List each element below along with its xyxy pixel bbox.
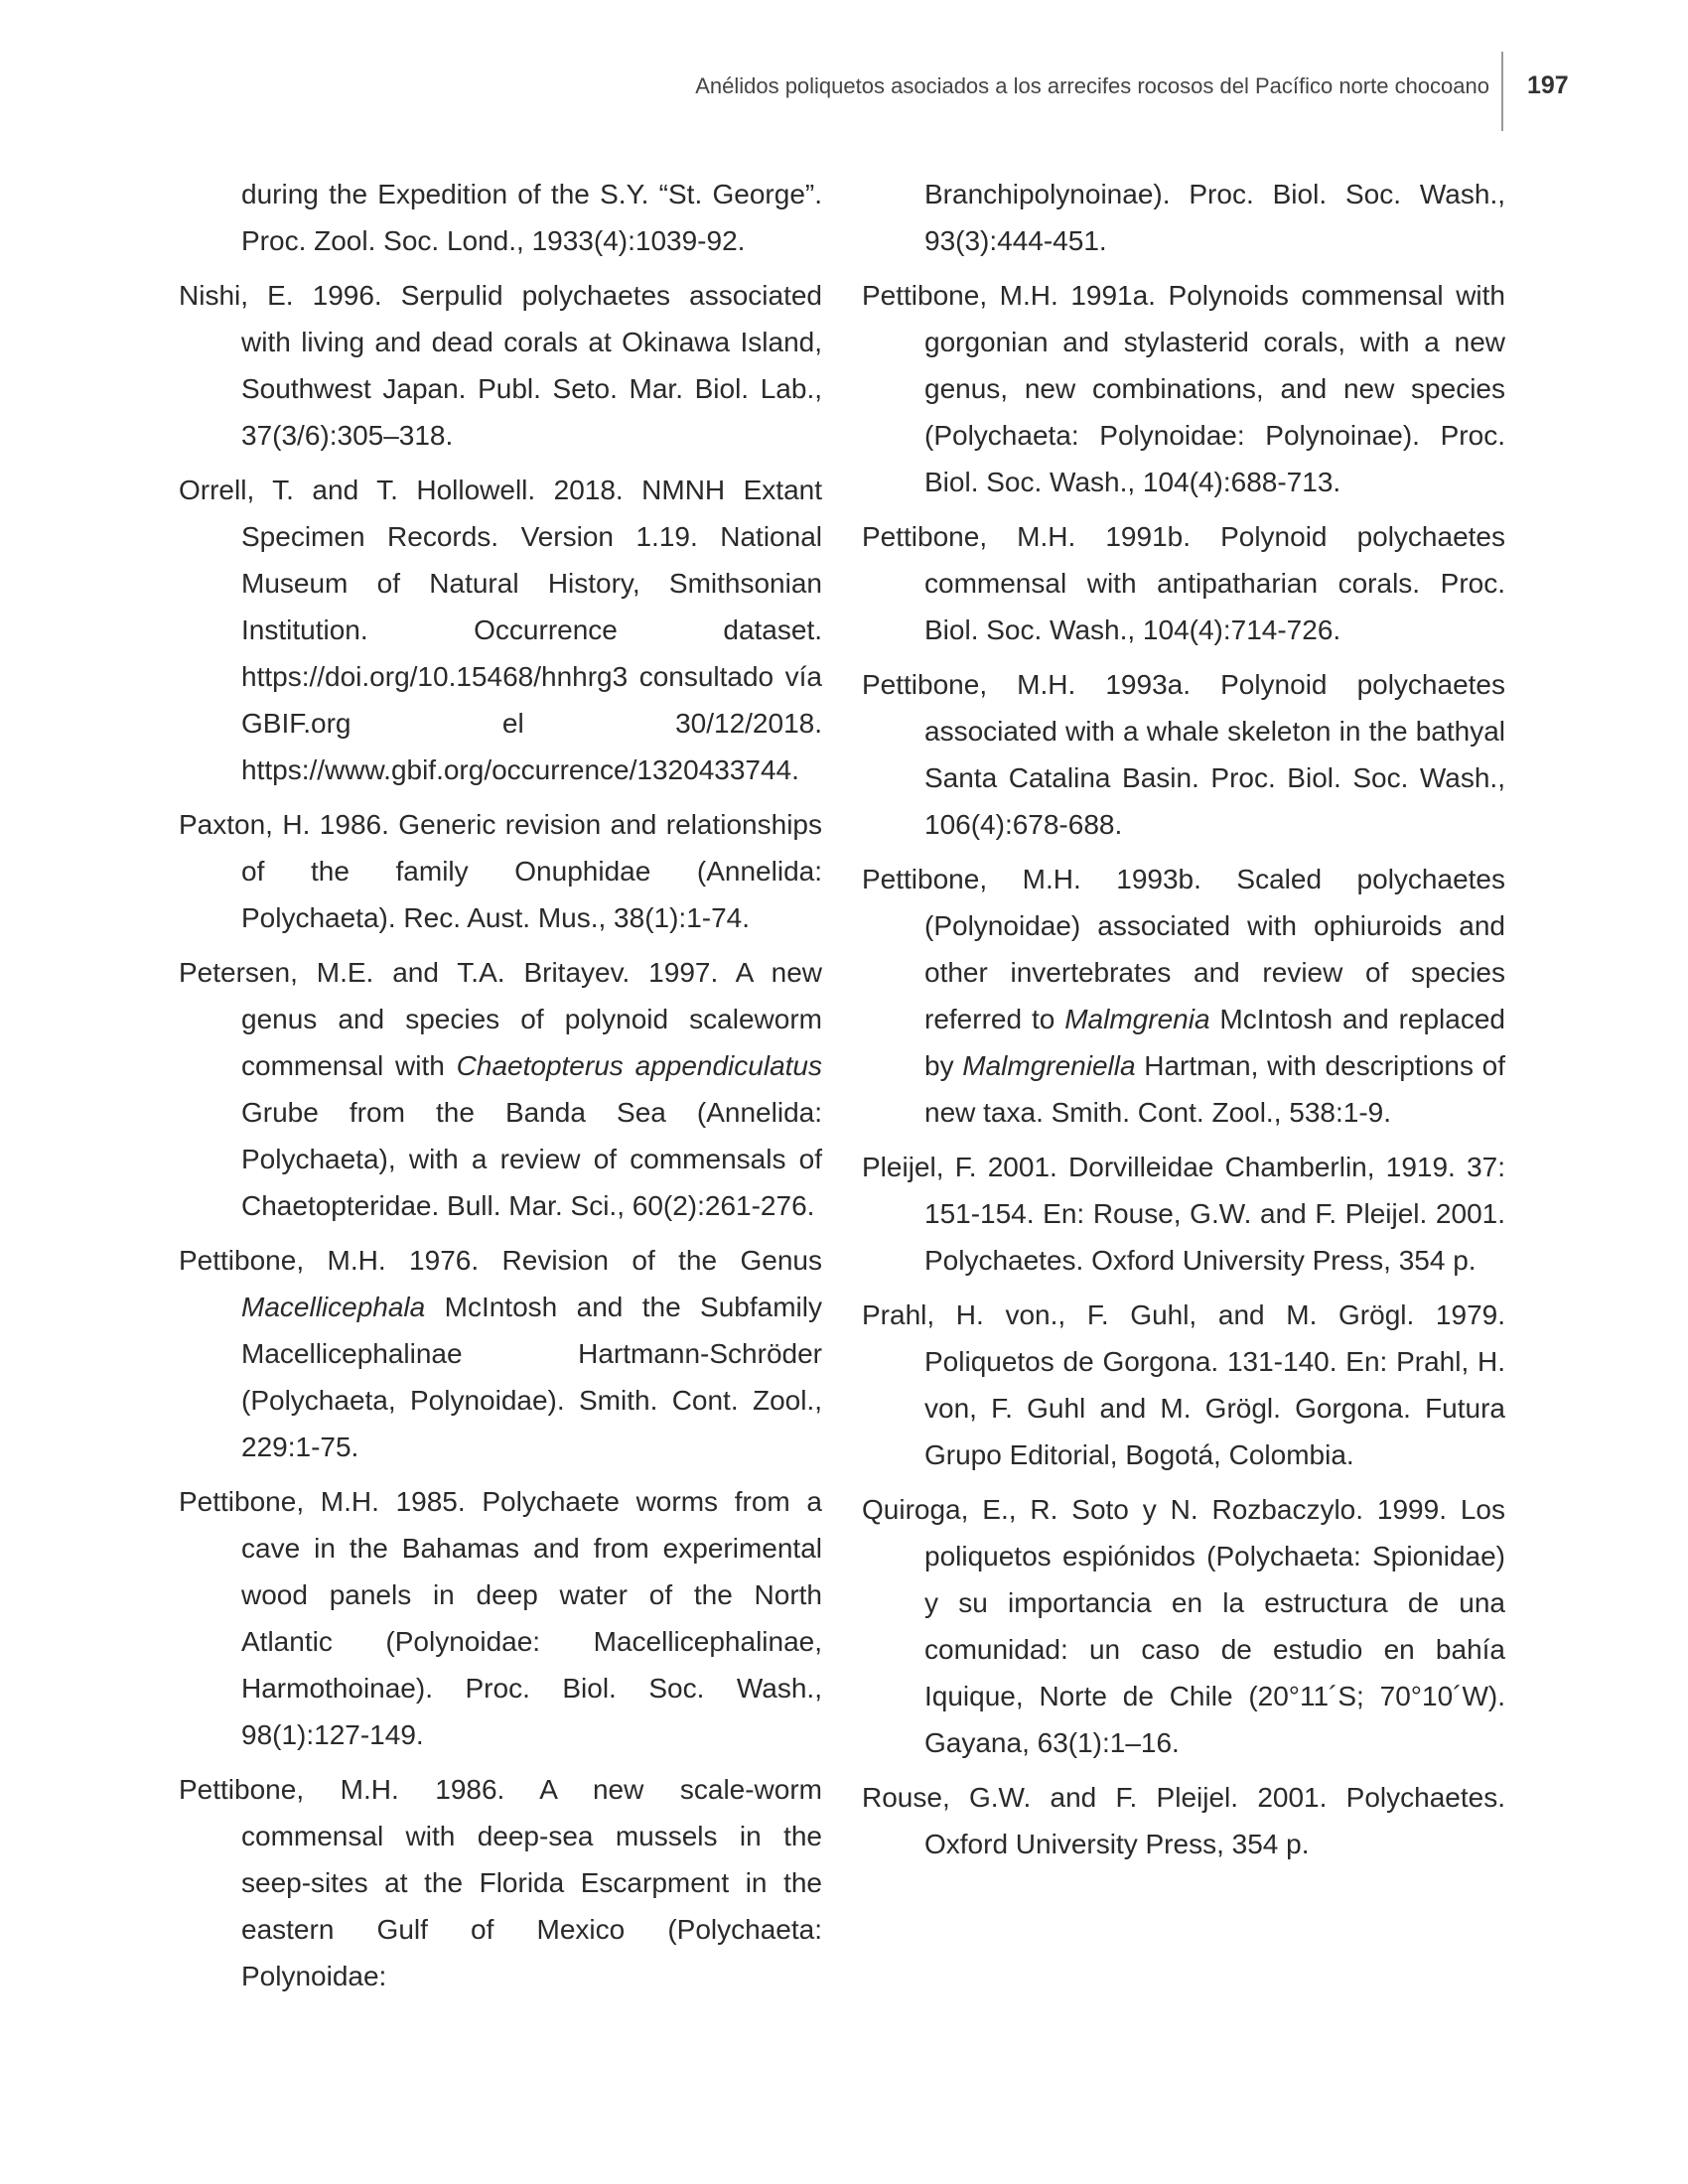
reference-entry — [179, 272, 822, 459]
reference-text: Pettibone, M.H. 1991b. Polynoid polychaetes commensal with antipatharian corals. Proc. Biol. Soc. Wash., 104(4):714-726. — [862, 521, 1505, 645]
italic-taxon-name: Malmgrenia — [1064, 1004, 1210, 1034]
reference-entry — [862, 1774, 1505, 1867]
reference-text: Pleijel, F. 2001. Dorvilleidae Chamberlin, 1919. 37: 151-154. En: Rouse, G.W. and F. Pleijel. 2001. Polychaetes. Oxford University Press, 354 p. — [862, 1152, 1505, 1276]
reference-entry — [862, 513, 1505, 653]
reference-entry — [179, 467, 822, 793]
reference-text: Pettibone, M.H. 1985. Polychaete worms from a cave in the Bahamas and from experimental wood panels in deep water of the North Atlantic (Polynoidae: Macellicephalinae, Harmothoinae). Proc. Biol. Soc. Wash., 98(1):127-149. — [179, 1486, 822, 1750]
reference-entry — [179, 1766, 822, 1999]
reference-entry — [862, 661, 1505, 848]
reference-text: Pettibone, M.H. 1976. Revision of the Genus — [179, 1245, 822, 1276]
reference-text: Petersen, M.E. and T.A. Britayev. 1997. A new genus and species of polynoid scaleworm commensal with — [179, 957, 822, 1081]
reference-text: McIntosh and replaced by — [924, 1004, 1505, 1081]
reference-entry — [862, 1486, 1505, 1766]
reference-text: Pettibone, M.H. 1993b. Scaled polychaetes (Polynoidae) associated with ophiuroids and other invertebrates and review of species referred to — [862, 864, 1505, 1034]
page-number: 197 — [1527, 71, 1569, 99]
reference-text: Paxton, H. 1986. Generic revision and relationships of the family Onuphidae (Annelida: Polychaeta). Rec. Aust. Mus., 38(1):1-74. — [179, 809, 822, 933]
reference-entry — [862, 856, 1505, 1136]
reference-text: McIntosh and the Subfamily Macellicephalinae Hartmann-Schröder (Polychaeta, Polynoidae). Smith. Cont. Zool., 229:1-75. — [241, 1292, 822, 1462]
reference-entry-continued — [179, 171, 822, 264]
italic-taxon-name: Chaetopterus appendiculatus — [456, 1050, 822, 1081]
reference-text: Pettibone, M.H. 1991a. Polynoids commensal with gorgonian and stylasterid corals, with a new genus, new combinations, and new species (Polychaeta: Polynoidae: Polynoinae). Proc. Biol. Soc. Wash., 104(4):688-713. — [862, 280, 1505, 497]
reference-text: Grube from the Banda Sea (Annelida: Polychaeta), with a review of commensals of Chaetopteridae. Bull. Mar. Sci., 60(2):261-276. — [241, 1097, 822, 1221]
reference-entry — [862, 1292, 1505, 1478]
reference-text: Rouse, G.W. and F. Pleijel. 2001. Polychaetes. Oxford University Press, 354 p. — [862, 1782, 1505, 1859]
reference-text: Hartman, with descriptions of new taxa. Smith. Cont. Zool., 538:1-9. — [924, 1050, 1505, 1128]
reference-entry — [179, 1237, 822, 1470]
reference-text: Prahl, H. von., F. Guhl, and M. Grögl. 1979. Poliquetos de Gorgona. 131-140. En: Prahl, H. von, F. Guhl and M. Grögl. Gorgona. Futura Grupo Editorial, Bogotá, Colombia. — [862, 1299, 1505, 1470]
reference-text: Orrell, T. and T. Hollowell. 2018. NMNH Extant Specimen Records. Version 1.19. National Museum of Natural History, Smithsonian Institution. Occurrence dataset. https://doi.org/10.15468/hnhrg3 consultado vía GBIF.org el 30/12/2018. https://www.gbif.org/occurrence/1320433744. — [179, 475, 822, 785]
reference-entry — [862, 272, 1505, 505]
reference-entry — [179, 801, 822, 941]
reference-entry — [179, 949, 822, 1229]
reference-text: Pettibone, M.H. 1986. A new scale-worm commensal with deep-sea mussels in the seep-sites at the Florida Escarpment in the eastern Gulf of Mexico (Polychaeta: Polynoidae: — [179, 1774, 822, 1991]
running-title: Anélidos poliquetos asociados a los arrecifes rocosos del Pacífico norte chocoano — [695, 73, 1489, 98]
reference-entry — [862, 1144, 1505, 1284]
reference-text: Branchipolynoinae). Proc. Biol. Soc. Wash., 93(3):444-451. — [924, 179, 1505, 256]
italic-taxon-name: Malmgreniella — [962, 1050, 1136, 1081]
reference-entry-continued — [862, 171, 1505, 264]
reference-text: during the Expedition of the S.Y. “St. George”. Proc. Zool. Soc. Lond., 1933(4):1039-92. — [241, 179, 822, 256]
reference-text: Quiroga, E., R. Soto y N. Rozbaczylo. 1999. Los poliquetos espiónidos (Polychaeta: Spionidae) y su importancia en la estructura de una comunidad: un caso de estudio en bahía Iquique, Norte de Chile (20°11´S; 70°10´W). Gayana, 63(1):1–16. — [862, 1494, 1505, 1758]
reference-entry — [179, 1478, 822, 1758]
page-header — [0, 52, 1688, 131]
references-left-column — [179, 171, 822, 2007]
references-right-column — [862, 171, 1505, 1875]
reference-text: Nishi, E. 1996. Serpulid polychaetes associated with living and dead corals at Okinawa Island, Southwest Japan. Publ. Seto. Mar. Biol. Lab., 37(3/6):305–318. — [179, 280, 822, 451]
header-divider — [1501, 52, 1503, 131]
italic-taxon-name: Macellicephala — [241, 1292, 426, 1322]
reference-text: Pettibone, M.H. 1993a. Polynoid polychaetes associated with a whale skeleton in the bathyal Santa Catalina Basin. Proc. Biol. Soc. Wash., 106(4):678-688. — [862, 669, 1505, 840]
